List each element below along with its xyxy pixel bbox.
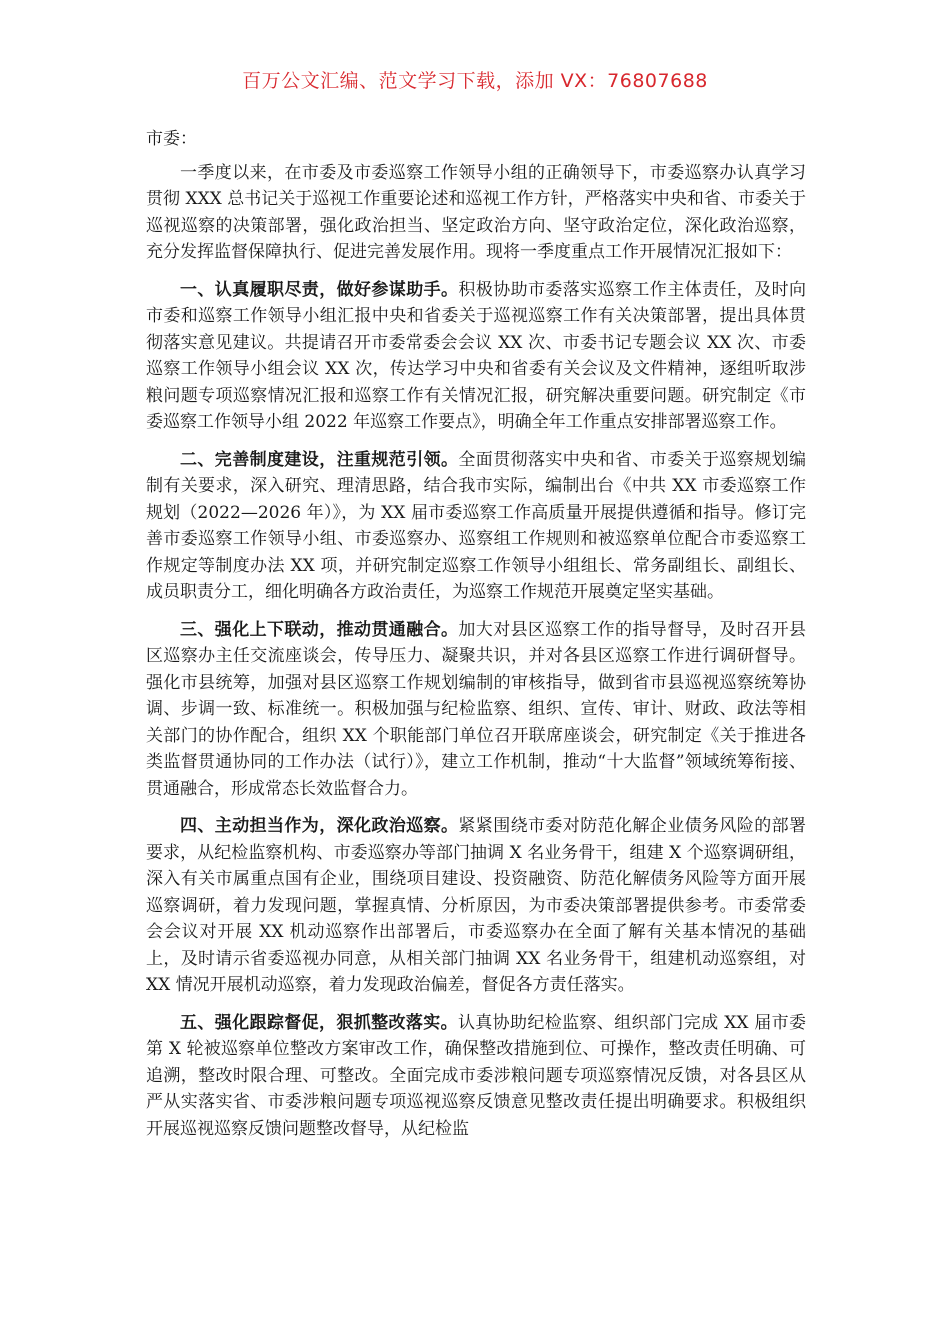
section-heading-3: 三、强化上下联动，推动贯通融合。 [180,619,459,640]
section-text-1: 积极协助市委落实巡察工作主体责任，及时向市委和巡察工作领导小组汇报中央和省委关于巡视巡察工作有关决策部署，提出具体贯彻落实意见建议。共提请召开市委常委会会议 XX 次、市委书记专题会议 XX 次、市委巡察工作领导小组会议 XX 次，传达学习中央和省委有关会议及文件精神，逐组听取涉粮问题专项巡察情况汇报和巡察工作有关情况汇报，研究解决重要问题。研究制定《市委巡察工作领导小组 2022 年巡察工作要点》，明确全年工作重点安排部署巡察工作。 [146,279,807,432]
section-text-4: 紧紧围绕市委对防范化解企业债务风险的部署要求，从纪检监察机构、市委巡察办等部门抽调 X 名业务骨干，组建 X 个巡察调研组，深入有关市属重点国有企业，围绕项目建设、投资融资、防范化解债务风险等方面开展巡察调研，着力发现问题，掌握真情、分析原因，为市委决策部署提供参考。市委常委会会议对开展 XX 机动巡察作出部署后，市委巡察办在全面了解有关基本情况的基础上，及时请示省委巡视办同意，从相关部门抽调 XX 名业务骨干，组建机动巡察组，对 XX 情况开展机动巡察，着力发现政治偏差，督促各方责任落实。 [146,816,807,995]
intro-paragraph: 一季度以来，在市委及市委巡察工作领导小组的正确领导下，市委巡察办认真学习贯彻 XXX 总书记关于巡视工作重要论述和巡视工作方针，严格落实中央和省、市委关于巡视巡察的决策部署，强化政治担当、坚定政治方向、坚守政治定位，深化政治巡察，充分发挥监督保障执行、促进完善发展作用。现将一季度重点工作开展情况汇报如下： [146,162,806,262]
section-paragraph-5 [146,1010,806,1143]
section-text-5: 认真协助纪检监察、组织部门完成 XX 届市委第 X 轮被巡察单位整改方案审改工作，确保整改措施到位、可操作，整改责任明确、可追溯，整改时限合理、可整改。全面完成市委涉粮问题专项巡察情况反馈，对各县区从严从实落实省、市委涉粮问题专项巡视巡察反馈意见整改责任提出明确要求。积极组织开展巡视巡察反馈问题整改督导，从纪检监 [146,1012,806,1139]
section-text-3: 加大对县区巡察工作的指导督导，及时召开县区巡察办主任交流座谈会，传导压力、凝聚共识，并对各县区巡察工作进行调研督导。强化市县统筹，加强对县区巡察工作规划编制的审核指导，做到省市县巡视巡察统筹协调、步调一致、标准统一。积极加强与纪检监察、组织、宣传、审计、财政、政法等相关部门的协作配合，组织 XX 个职能部门单位召开联席座谈会，研究制定《关于推进各类监督贯通协同的工作办法（试行）》，建立工作机制，推动“十大监督”领域统筹衔接、贯通融合，形成常态长效监督合力。 [146,619,807,799]
section-heading-2: 二、完善制度建设，注重规范引领。 [180,449,459,470]
section-paragraph-3 [146,617,806,803]
section-paragraph-1 [146,277,806,436]
section-paragraph-2 [146,447,806,606]
section-heading-4: 四、主动担当作为，深化政治巡察。 [180,816,459,836]
section-heading-1: 一、认真履职尽责，做好参谋助手。 [180,279,459,300]
section-text-2: 全面贯彻落实中央和省、市委关于巡察规划编制有关要求，深入研究、理清思路，结合我市实际，编制出台《中共 XX 市委巡察工作规划（2022—2026 年）》，为 XX 届市委巡察工作高质量开展提供遵循和指导。修订完善市委巡察工作领导小组、市委巡察办、巡察组工作规则和被巡察单位配合市委巡察工作规定等制度办法 XX 项，并研究制定巡察工作领导小组组长、常务副组长、副组长、成员职责分工，细化明确各方政治责任，为巡察工作规范开展奠定坚实基础。 [146,449,807,602]
section-heading-5: 五、强化跟踪督促，狠抓整改落实。 [180,1012,458,1033]
salutation: 市委： [146,129,197,149]
header-banner: 百万公文汇编、范文学习下载，添加 VX：76807688 [242,70,708,92]
document-body [146,126,806,1153]
section-paragraph-4 [146,813,806,999]
